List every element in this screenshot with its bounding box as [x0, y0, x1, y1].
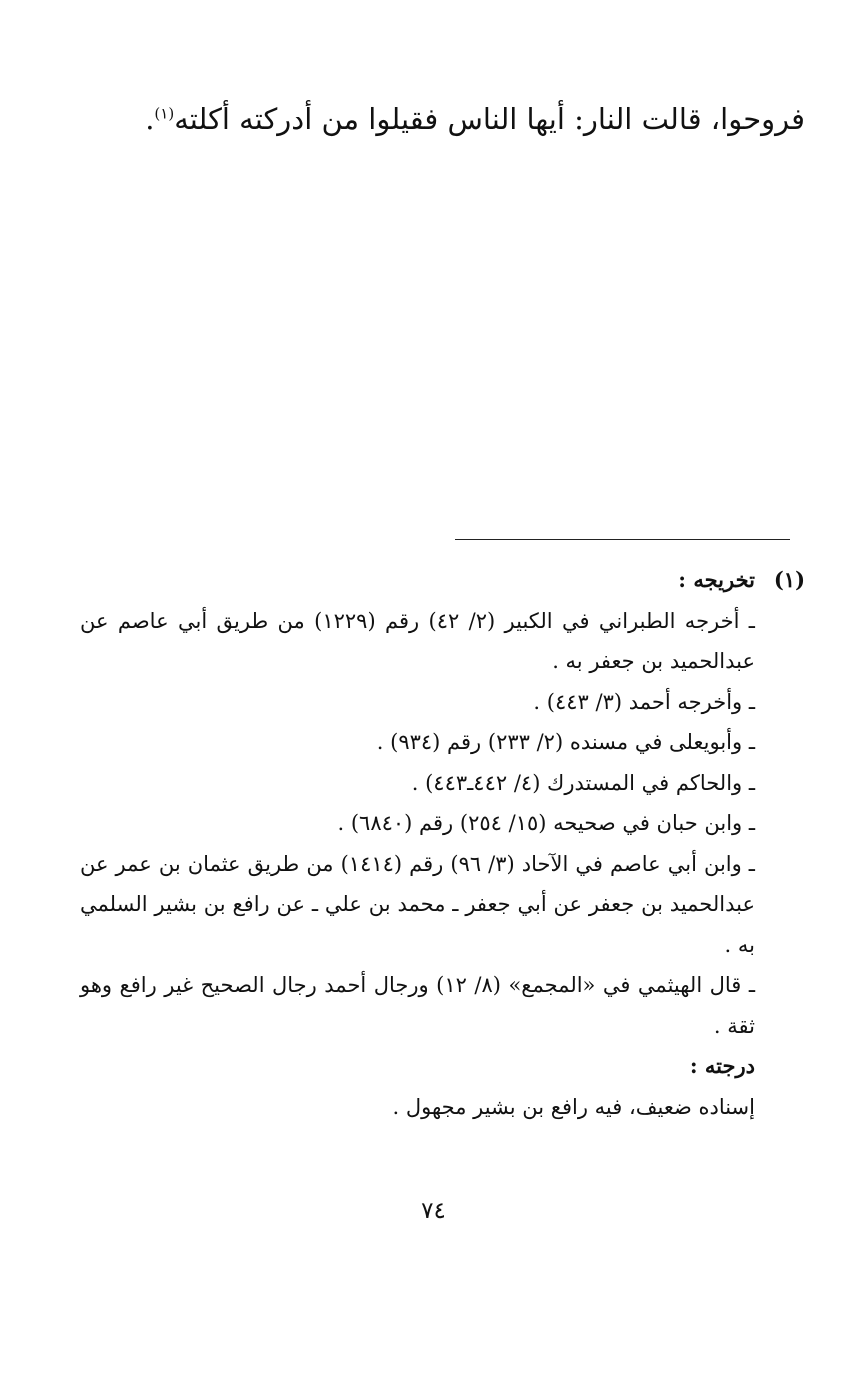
- main-text-line: [45, 98, 805, 140]
- footnote-entry: ـ والحاكم في المستدرك (٤/ ٤٤٢ـ٤٤٣) .: [411, 770, 755, 795]
- footnote-entry: ـ وابن حبان في صحيحه (١٥/ ٢٥٤) رقم (٦٨٤٠) .: [337, 811, 755, 835]
- footnote-entry: ـ وأخرجه أحمد (٣/ ٤٤٣) .: [533, 689, 755, 714]
- footnote-entry: ـ أخرجه الطبراني في الكبير (٢/ ٤٢) رقم (١٢٢٩) من طريق أبي عاصم عن عبدالحميد بن جعفر به .: [80, 608, 755, 673]
- footnote-reference: (١): [154, 104, 175, 123]
- footnote-body: [80, 601, 755, 1128]
- footnote-section: [80, 560, 805, 1127]
- main-text-end-punctuation: .: [145, 102, 155, 136]
- footnote-separator: [455, 539, 790, 540]
- footnote-entry: ـ وابن أبي عاصم في الآحاد (٣/ ٩٦) رقم (١٤١٤) من طريق عثمان بن عمر عن عبدالحميد بن جعفر عن أبي جعفر ـ محمد بن علي ـ عن رافع بن بشير السلمي به .: [80, 851, 755, 957]
- footnote-entry: ـ قال الهيثمي في «المجمع» (٨/ ١٢) ورجال أحمد رجال الصحيح غير رافع وهو ثقة .: [80, 973, 755, 1038]
- grade-text: إسناده ضعيف، فيه رافع بن بشير مجهول .: [392, 1094, 755, 1119]
- footnote-heading: [80, 560, 805, 601]
- footnote-marker: (١): [773, 567, 805, 592]
- grade-title: درجته :: [689, 1053, 755, 1078]
- page-number: ٧٤: [421, 1198, 446, 1224]
- footnote-entry: ـ وأبويعلى في مسنده (٢/ ٢٣٣) رقم (٩٣٤) .: [376, 730, 755, 754]
- main-text: فروحوا، قالت النار: أيها الناس فقيلوا من أدركته أكلته: [174, 102, 805, 136]
- footnote-title: تخريجه :: [678, 567, 755, 592]
